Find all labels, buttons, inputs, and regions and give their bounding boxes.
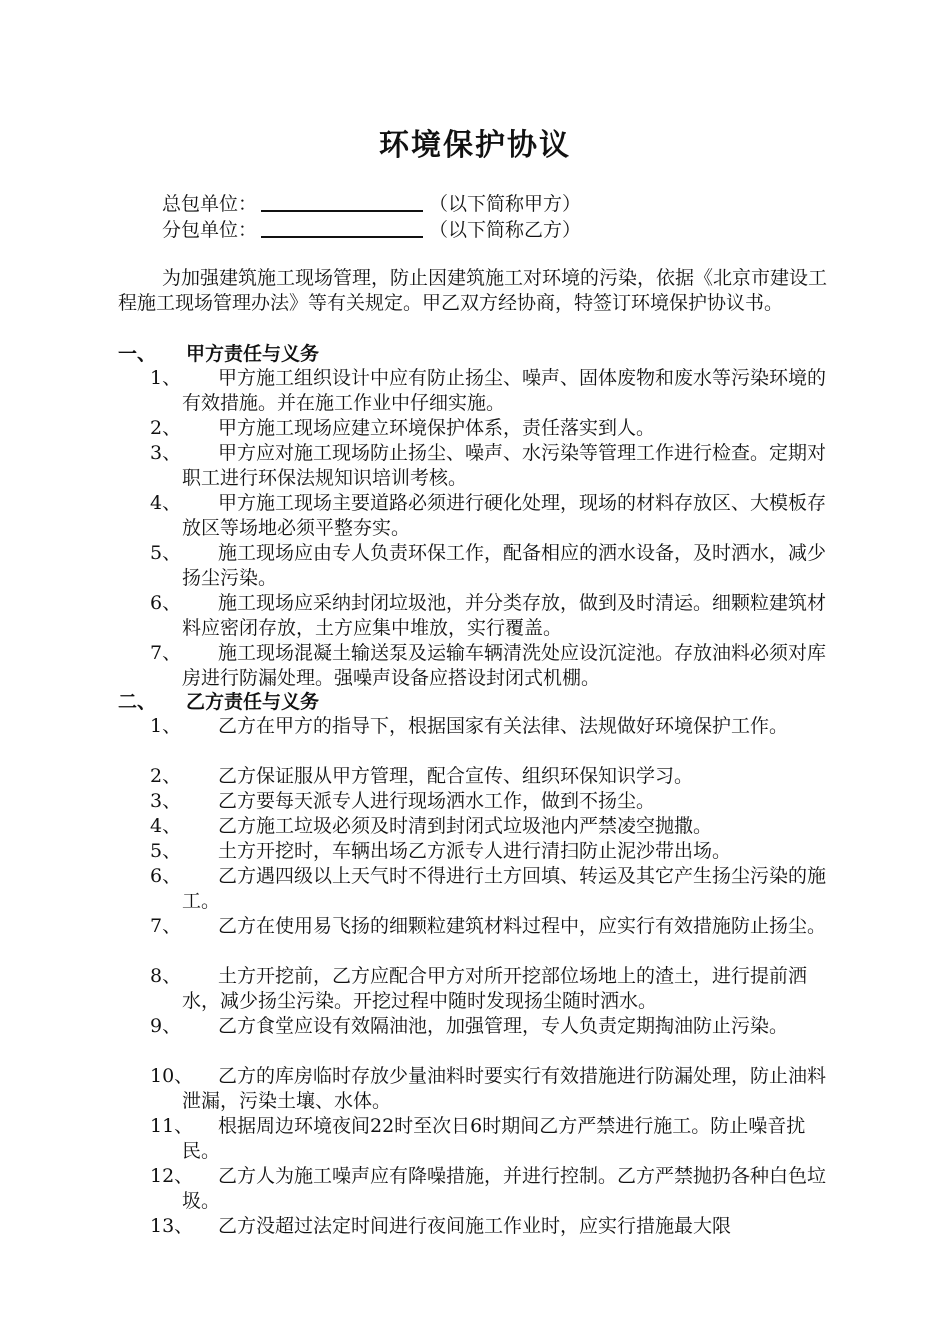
list-item-number: 2、 <box>150 417 182 439</box>
list-item-text: 施工现场混凝土输送泵及运输车辆清洗处应设沉淀池。存放油料必须对库房进行防漏处理。强噪声设备应搭设封闭式机棚。 <box>182 642 827 689</box>
list-item-text: 施工现场应采纳封闭垃圾池，并分类存放，做到及时清运。细颗粒建筑材料应密闭存放，土方应集中堆放，实行覆盖。 <box>182 592 827 639</box>
list-item <box>150 839 840 864</box>
section-heading <box>118 690 319 714</box>
list-item-number: 9、 <box>150 1015 182 1037</box>
list-item-number: 5、 <box>150 542 182 564</box>
list-item-text: 乙方要每天派专人进行现场洒水工作，做到不扬尘。 <box>218 790 656 812</box>
list-item-number: 3、 <box>150 442 182 464</box>
list-item <box>150 1114 840 1164</box>
list-item <box>150 814 840 839</box>
list-item-number: 6、 <box>150 592 182 614</box>
list-item-text: 乙方人为施工噪声应有降噪措施，并进行控制。乙方严禁抛扔各种白色垃圾。 <box>182 1165 827 1212</box>
list-item-number: 5、 <box>150 840 182 862</box>
party-label: 分包单位： <box>162 219 258 241</box>
list-item <box>150 1014 840 1039</box>
list-item-text: 甲方应对施工现场防止扬尘、噪声、水污染等管理工作进行检查。定期对职工进行环保法规知识培训考核。 <box>182 442 827 489</box>
section-number: 一、 <box>118 343 157 365</box>
list-item-text: 乙方没超过法定时间进行夜间施工作业时，应实行措施最大限 <box>218 1215 732 1237</box>
document-title: 环境保护协议 <box>379 128 571 163</box>
party-label: 总包单位： <box>162 193 258 215</box>
section-title: 乙方责任与义务 <box>186 691 320 713</box>
list-item <box>150 714 840 739</box>
list-item-text: 乙方的库房临时存放少量油料时要实行有效措施进行防漏处理，防止油料泄漏，污染土壤、水体。 <box>182 1065 827 1112</box>
list-item-number: 7、 <box>150 915 182 937</box>
list-item-text: 土方开挖前，乙方应配合甲方对所开挖部位场地上的渣土，进行提前洒水，减少扬尘污染。开挖过程中随时发现扬尘随时洒水。 <box>182 965 808 1012</box>
list-item-number: 11、 <box>150 1115 194 1137</box>
list-item-number: 3、 <box>150 790 182 812</box>
list-item <box>150 641 840 691</box>
section-heading <box>118 342 319 366</box>
list-item-text: 甲方施工现场主要道路必须进行硬化处理，现场的材料存放区、大模板存放区等场地必须平整夯实。 <box>182 492 827 539</box>
list-item <box>150 914 840 939</box>
list-item-text: 乙方保证服从甲方管理，配合宣传、组织环保知识学习。 <box>218 765 694 787</box>
fill-in-blank <box>261 192 423 212</box>
list-item-text: 根据周边环境夜间22时至次日6时期间乙方严禁进行施工。防止噪音扰民。 <box>182 1115 806 1162</box>
list-item-text: 乙方在甲方的指导下，根据国家有关法律、法规做好环境保护工作。 <box>218 715 789 737</box>
list-item-number: 7、 <box>150 642 182 664</box>
list-item-text: 甲方施工现场应建立环境保护体系，责任落实到人。 <box>218 417 656 439</box>
section-number: 二、 <box>118 691 157 713</box>
party-suffix: （以下简称甲方） <box>429 193 582 215</box>
list-item-text: 乙方在使用易飞扬的细颗粒建筑材料过程中，应实行有效措施防止扬尘。 <box>218 915 827 937</box>
list-item-number: 6、 <box>150 865 182 887</box>
section-title: 甲方责任与义务 <box>186 343 320 365</box>
list-item <box>150 789 840 814</box>
party-suffix: （以下简称乙方） <box>429 219 582 241</box>
list-item-number: 1、 <box>150 715 182 737</box>
list-item-number: 10、 <box>150 1065 194 1087</box>
list-item <box>150 964 840 1014</box>
list-item-text: 施工现场应由专人负责环保工作，配备相应的洒水设备，及时洒水，减少扬尘污染。 <box>182 542 827 589</box>
list-item <box>150 541 840 591</box>
list-item-text: 乙方施工垃圾必须及时清到封闭式垃圾池内严禁凌空抛撒。 <box>218 815 713 837</box>
list-item <box>150 366 840 416</box>
list-item-text: 乙方遇四级以上天气时不得进行土方回填、转运及其它产生扬尘污染的施工。 <box>182 865 827 912</box>
list-item <box>150 1214 840 1239</box>
list-item <box>150 416 840 441</box>
list-item-text: 甲方施工组织设计中应有防止扬尘、噪声、固体废物和废水等污染环境的有效措施。并在施工作业中仔细实施。 <box>182 367 827 414</box>
list-item <box>150 441 840 491</box>
party-row-general-contractor <box>162 191 581 217</box>
party-row-subcontractor <box>162 217 581 243</box>
list-item <box>150 1064 840 1114</box>
list-item-number: 4、 <box>150 492 182 514</box>
list-item-number: 13、 <box>150 1215 194 1237</box>
list-item-number: 1、 <box>150 367 182 389</box>
list-item <box>150 1164 840 1214</box>
list-item-number: 8、 <box>150 965 182 987</box>
list-item <box>150 764 840 789</box>
fill-in-blank <box>261 218 423 238</box>
list-item-number: 4、 <box>150 815 182 837</box>
intro-paragraph: 为加强建筑施工现场管理，防止因建筑施工对环境的污染，依据《北京市建设工程施工现场管理办法》等有关规定。甲乙双方经协商，特签订环境保护协议书。 <box>118 267 828 314</box>
list-item <box>150 591 840 641</box>
list-item <box>150 864 840 914</box>
list-item-text: 土方开挖时，车辆出场乙方派专人进行清扫防止泥沙带出场。 <box>218 840 732 862</box>
list-item-number: 12、 <box>150 1165 194 1187</box>
list-item-number: 2、 <box>150 765 182 787</box>
list-item <box>150 491 840 541</box>
list-item-text: 乙方食堂应设有效隔油池，加强管理，专人负责定期掏油防止污染。 <box>218 1015 789 1037</box>
